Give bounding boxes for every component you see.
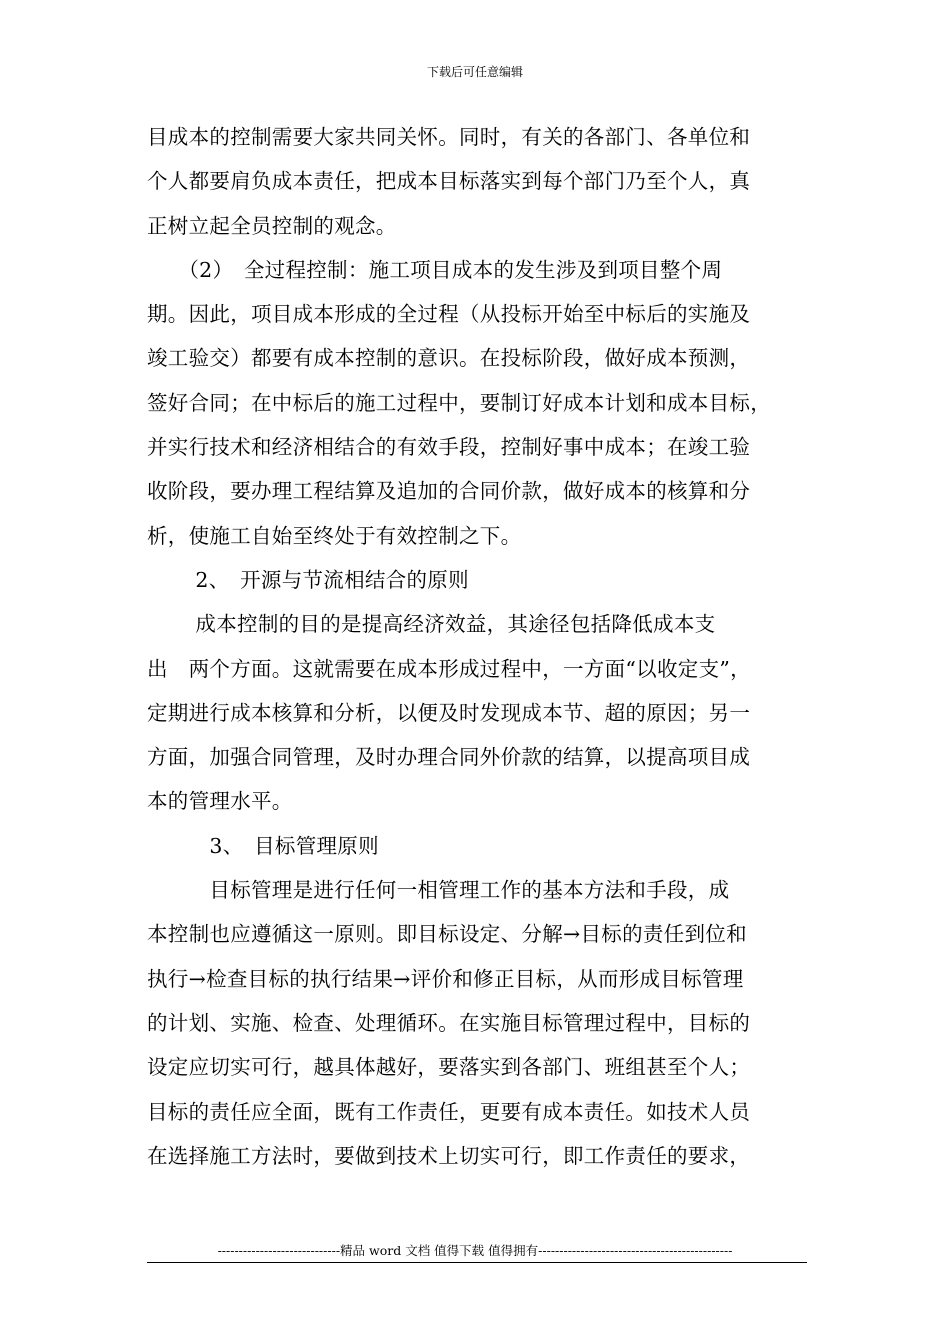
text-line: 定期进行成本核算和分析，以便及时发现成本节、超的原因；另一	[147, 700, 751, 725]
text-line: 签好合同；在中标后的施工过程中，要制订好成本计划和成本目标，	[147, 390, 771, 415]
text-line: 正树立起全员控制的观念。	[147, 213, 397, 238]
text-line: 的计划、实施、检查、处理循环。在实施目标管理过程中，目标的	[147, 1010, 751, 1035]
text-line: 设定应切实可行，越具体越好，要落实到各部门、班组甚至个人；	[147, 1055, 751, 1080]
text-line: 目标的责任应全面，既有工作责任，更要有成本责任。如技术人员	[147, 1099, 751, 1124]
text-line: 析，使施工自始至终处于有效控制之下。	[147, 523, 522, 548]
text-line: 成本控制的目的是提高经济效益，其途径包括降低成本支	[147, 612, 716, 637]
body-text	[147, 117, 807, 1180]
text-line: 本的管理水平。	[147, 789, 293, 814]
text-line: 本控制也应遵循这一原则。即目标设定、分解→目标的责任到位和	[147, 922, 747, 947]
text-line: 收阶段，要办理工程结算及追加的合同价款，做好成本的核算和分	[147, 479, 751, 504]
section-heading: 3、 目标管理原则	[147, 833, 379, 858]
section-heading: 2、 开源与节流相结合的原则	[147, 567, 469, 592]
text-line: 个人都要肩负成本责任，把成本目标落实到每个部门乃至个人，真	[147, 169, 751, 194]
text-line: 目标管理是进行任何一相管理工作的基本方法和手段，成	[147, 878, 730, 903]
text-line: 执行→检查目标的执行结果→评价和修正目标，从而形成目标管理	[147, 966, 744, 991]
footer-divider	[147, 1262, 807, 1263]
text-line: 并实行技术和经济相结合的有效手段，控制好事中成本；在竣工验	[147, 435, 751, 460]
text-line: 方面，加强合同管理，及时办理合同外价款的结算，以提高项目成	[147, 745, 751, 770]
text-line: 出 两个方面。这就需要在成本形成过程中，一方面“以收定支”，	[147, 656, 751, 681]
text-line: 期。因此，项目成本形成的全过程（从投标开始至中标后的实施及	[147, 302, 751, 327]
text-line: 目成本的控制需要大家共同关怀。同时，有关的各部门、各单位和	[147, 125, 751, 149]
page-footer: -----------------------------精品 word 文档 值得下载 值得拥有----------------------------------------------	[217, 1243, 733, 1258]
text-line: 竣工验交）都要有成本控制的意识。在投标阶段，做好成本预测，	[147, 346, 751, 371]
text-line: 在选择施工方法时，要做到技术上切实可行，即工作责任的要求，	[147, 1143, 751, 1168]
text-line: （2） 全过程控制：施工项目成本的发生涉及到项目整个周	[147, 257, 723, 282]
page-header: 下载后可任意编辑	[426, 65, 523, 79]
